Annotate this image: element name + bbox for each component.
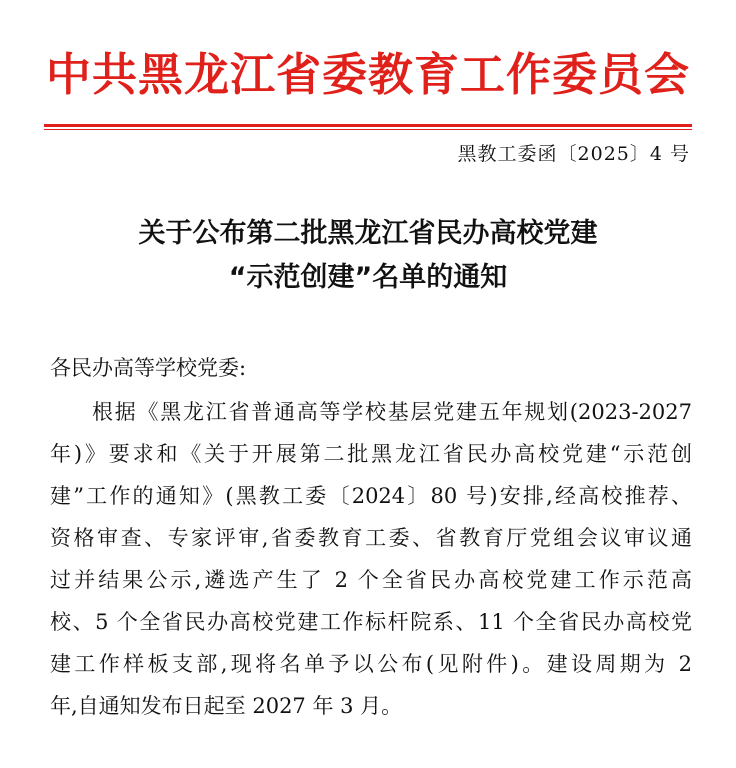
body-text-line: 建”工作的通知》(黑教工委〔2024〕80 号)安排,经高校推荐、 — [50, 484, 692, 508]
body-text-line: 过并结果公示,遴选产生了 2 个全省民办高校党建工作示范高 — [50, 568, 692, 592]
body-text-line: 建工作样板支部,现将名单予以公布(见附件)。建设周期为 2 — [50, 652, 692, 676]
document-title-line-1: 关于公布第二批黑龙江省民办高校党建 — [138, 218, 598, 249]
body-text-line: 校、5 个全省民办高校党建工作标杆院系、11 个全省民办高校党 — [50, 610, 692, 634]
salutation: 各民办高等学校党委: — [50, 356, 247, 380]
body-text-line: 年,自通知发布日起至 2027 年 3 月。 — [50, 694, 403, 718]
body-text-line: 根据《黑龙江省普通高等学校基层党建五年规划(2023-2027 — [92, 400, 692, 424]
masthead-issuer: 中共黑龙江省委教育工作委员会 — [45, 48, 690, 101]
document-number: 黑教工委函〔2025〕4 号 — [457, 143, 690, 165]
masthead-red-rule-thin — [44, 129, 692, 130]
body-text-line: 年)》要求和《关于开展第二批黑龙江省民办高校党建“示范创 — [50, 442, 692, 466]
masthead-red-rule — [44, 124, 692, 127]
body-text-line: 资格审查、专家评审,省委教育工委、省教育厅党组会议审议通 — [50, 526, 692, 550]
document-title-line-2: “示范创建”名单的通知 — [228, 262, 508, 293]
